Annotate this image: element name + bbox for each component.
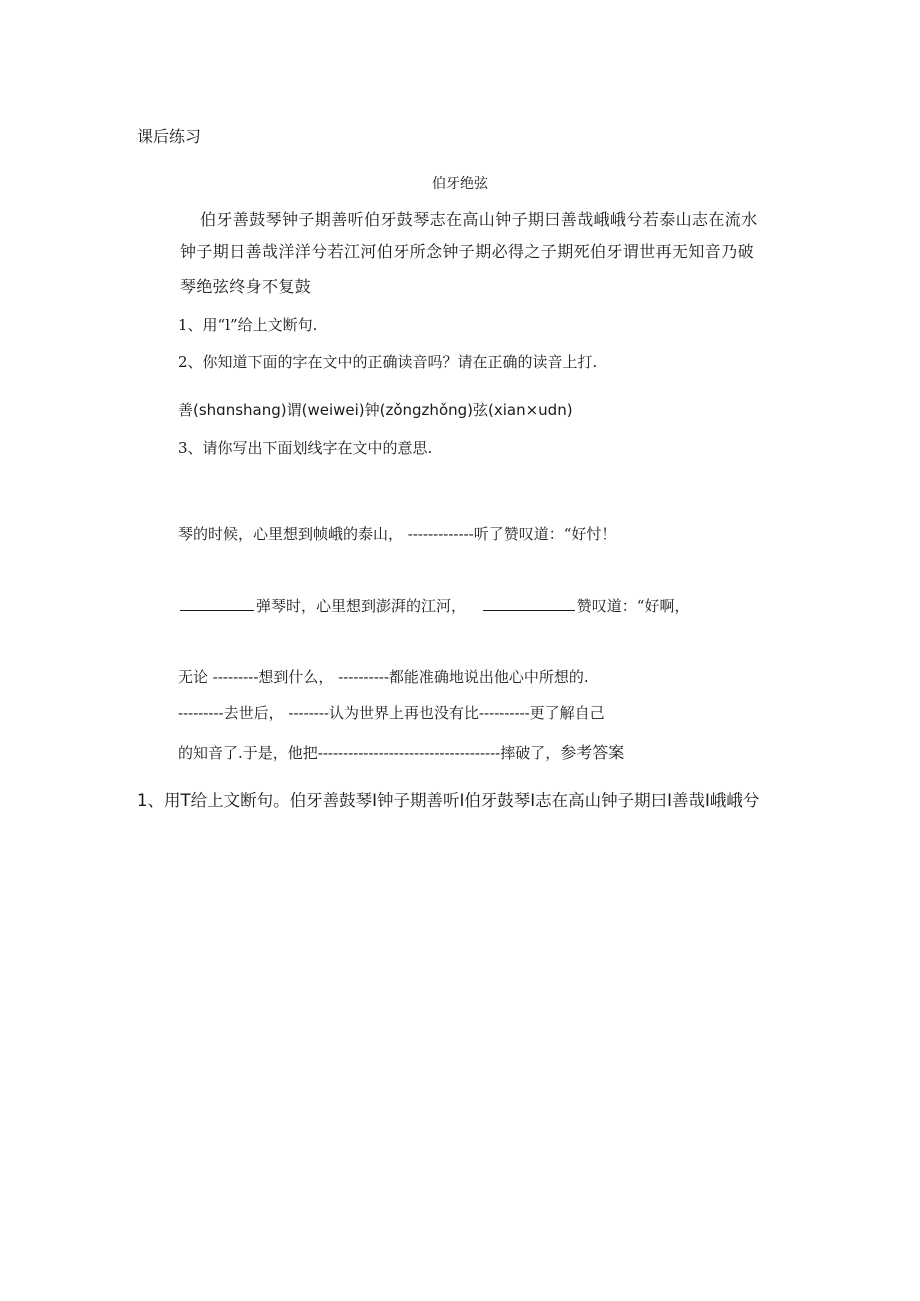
fill-line-3-text-c: 都能准确地说出他心中所想的. (388, 668, 589, 686)
section-heading: 课后练习 (137, 127, 202, 146)
fill-blank-7[interactable]: -------- (288, 704, 329, 722)
fill-blank-2[interactable] (180, 609, 254, 611)
fill-line-2-text-a: 弹琴时，心里想到澎湃的江河， (256, 597, 467, 615)
pinyin-options: 善(shɑnshang)谓(weiwei)钟(zǒngzhǒng)弦(xian×udn) (178, 401, 573, 419)
fill-blank-8[interactable]: ---------- (478, 704, 530, 722)
passage-line-3: 琴绝弦终身不复鼓 (180, 277, 312, 296)
fill-blank-3[interactable] (483, 609, 575, 611)
question-1: 1、用“l”给上文断句. (178, 316, 318, 334)
answer-heading: 参考答案 (560, 743, 625, 762)
passage-line-2: 钟子期日善哉洋洋兮若江河伯牙所念钟子期必得之子期死伯牙谓世再无知音乃破 (180, 242, 755, 261)
fill-line-2 (178, 599, 689, 614)
fill-line-1-text-a: 琴的时候，心里想到帧峨的泰山， (178, 525, 404, 543)
fill-blank-4[interactable]: --------- (212, 668, 259, 686)
fill-line-2-text-b: 赞叹道：“好啊， (576, 597, 690, 615)
fill-line-4 (178, 706, 605, 721)
fill-line-4-text-b: 认为世界上再也没有比 (328, 704, 479, 722)
question-2: 2、你知道下面的字在文中的正确读音吗？请在正确的读音上打. (178, 353, 598, 371)
fill-line-3 (178, 670, 589, 685)
fill-line-1 (178, 527, 616, 542)
fill-line-3-text-a: 无论 (178, 668, 209, 686)
fill-line-4-text-a: 去世后， (223, 704, 284, 722)
fill-line-4-text-c: 更了解自己 (529, 704, 605, 722)
fill-line-3-text-b: 想到什么， (258, 668, 334, 686)
fill-line-5-text-b: 摔破了， (500, 744, 561, 762)
passage-line-1: 伯牙善鼓琴钟子期善听伯牙鼓琴志在高山钟子期曰善哉峨峨兮若泰山志在流水 (200, 210, 758, 229)
fill-blank-1[interactable]: ------------- (407, 525, 474, 543)
fill-blank-6[interactable]: --------- (178, 704, 224, 722)
poem-title: 伯牙绝弦 (432, 176, 488, 192)
fill-blank-5[interactable]: ---------- (338, 668, 389, 686)
fill-line-5 (178, 745, 624, 761)
fill-line-5-text-a: 的知音了.于是，他把 (178, 744, 318, 762)
answer-line-1: 1、用T给上文断句。伯牙善鼓琴I钟子期善听I伯牙鼓琴I志在高山钟子期曰I善哉I峨峨兮 (137, 791, 760, 810)
question-3: 3、请你写出下面划线字在文中的意思. (178, 439, 433, 457)
fill-blank-9[interactable]: ------------------------------------ (317, 744, 501, 762)
fill-line-1-text-b: 听了赞叹道：“好忖！ (473, 525, 617, 543)
